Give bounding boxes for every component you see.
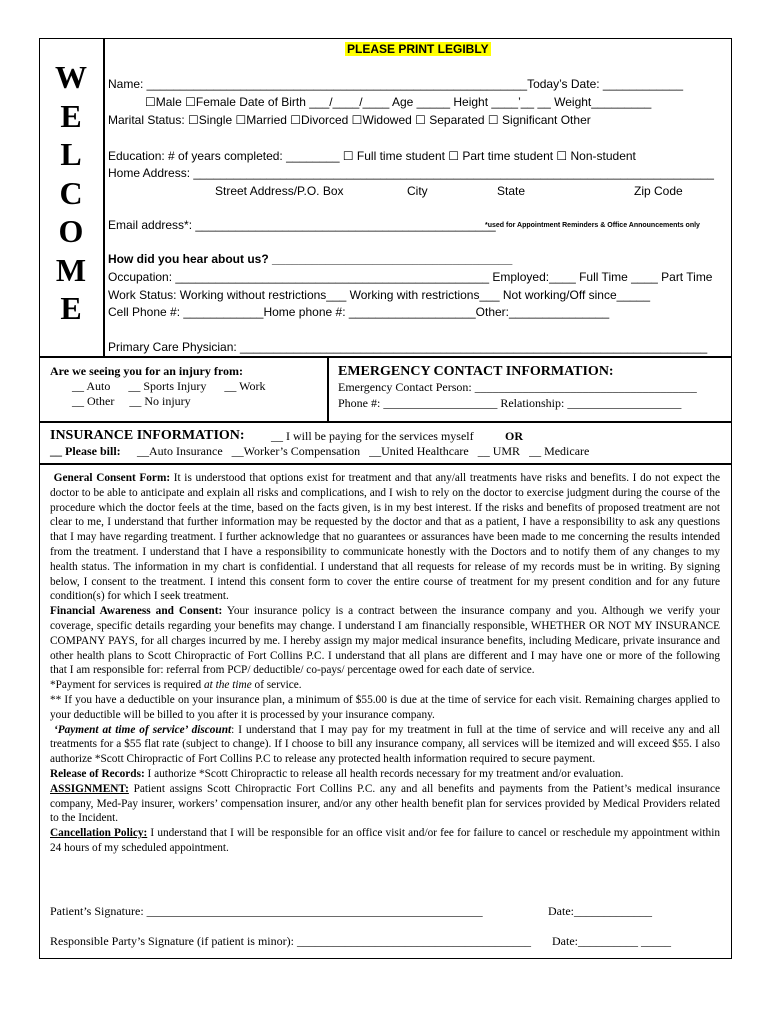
name-field[interactable]: Name: _________________________________________________________Today’s Date: ____________ xyxy=(108,77,683,91)
home-address-field[interactable]: Home Address: ______________________________________________________________________________ xyxy=(108,166,714,180)
cancellation-policy: Cancellation Policy: I understand that I will be responsible for an office visit and/or fee for failure to cancel or reschedule my appointment within 24 hours of my scheduled appointment. xyxy=(50,827,720,854)
injury-options-row1[interactable]: __ Auto __ Sports Injury __ Work xyxy=(72,379,266,393)
address-label-city: City xyxy=(407,184,428,198)
financial-consent: Financial Awareness and Consent: Your insurance policy is a contract between the insurance company and you. Although we verify your coverage, specific details regarding your benefits may change. I understand I am financially responsible, WHETHER OR NOT MY INSURANCE COMPANY PAYS, for all charges incurred by me. I hereby assign my major medical insurance benefits, including Medicare, private insurance and other health plans to Scott Chiropractic of Fort Collins P.C. I understand that all plans are different and I may have one or more of the following that I am responsible for: referral from PCP/ deductible/ co-pays/ percentage owed for each date of service. xyxy=(50,605,720,677)
patient-signature-date[interactable]: Date:_____________ xyxy=(548,904,652,918)
legal-text xyxy=(50,471,720,856)
email-note: *used for Appointment Reminders & Office Announcements only xyxy=(485,222,700,229)
welcome-banner xyxy=(48,58,94,328)
injury-title: Are we seeing you for an injury from: xyxy=(50,364,243,378)
or-label: OR xyxy=(505,429,523,443)
welcome-letter: W xyxy=(55,59,87,95)
marital-status-field[interactable]: Marital Status: ☐Single ☐Married ☐Divorced ☐Widowed ☐ Separated ☐ Significant Other xyxy=(108,113,591,127)
referral-field[interactable]: How did you hear about us? ____________________________________ xyxy=(108,252,513,266)
welcome-letter: C xyxy=(59,174,83,211)
welcome-letter: M xyxy=(55,251,87,288)
print-legibly-notice: PLEASE PRINT LEGIBLY xyxy=(347,42,489,56)
work-status-field[interactable]: Work Status: Working without restrictions___ Working with restrictions___ Not working/Off since_____ xyxy=(108,288,651,302)
emergency-phone-field[interactable]: Phone #: ___________________ Relationship: ___________________ xyxy=(338,396,682,410)
responsible-party-date[interactable]: Date:__________ _____ xyxy=(552,934,671,948)
emergency-contact-field[interactable]: Emergency Contact Person: _____________________________________ xyxy=(338,380,697,394)
education-field[interactable]: Education: # of years completed: ________ ☐ Full time student ☐ Part time student ☐ Non-student xyxy=(108,149,636,163)
emergency-title: EMERGENCY CONTACT INFORMATION: xyxy=(338,364,614,379)
occupation-field[interactable]: Occupation: _______________________________________________ Employed:____ Full Time ____ Part Time xyxy=(108,270,713,284)
insurance-title: INSURANCE INFORMATION: xyxy=(50,428,245,443)
deductible-note: ** If you have a deductible on your insurance plan, a minimum of $55.00 is due at the time of service for each visit. Remaining charges applied to your deductible will be billed to you after it is processed by your insurance company. xyxy=(50,693,720,721)
welcome-letter: E xyxy=(60,97,82,134)
primary-care-physician-field[interactable]: Primary Care Physician: ______________________________________________________________________ xyxy=(108,340,708,354)
phone-field[interactable]: Cell Phone #: ____________Home phone #: ___________________Other:_______________ xyxy=(108,305,610,319)
please-bill-label: __ Please bill: xyxy=(50,444,121,458)
section-divider xyxy=(39,356,732,358)
injury-emergency-divider xyxy=(327,356,329,421)
section-divider xyxy=(39,421,732,423)
patient-signature-field[interactable]: Patient’s Signature: ________________________________________________________ xyxy=(50,904,483,918)
bill-options[interactable]: __Auto Insurance __Worker’s Compensation __United Healthcare __ UMR __ Medicare xyxy=(137,444,590,458)
injury-options-row2[interactable]: __ Other __ No injury xyxy=(72,394,191,408)
release-records: Release of Records: I authorize *Scott Chiropractic to release all health records necessary for my treatment and/or evaluation. xyxy=(50,767,624,780)
responsible-party-signature-field[interactable]: Responsible Party’s Signature (if patient is minor): _______________________________________ xyxy=(50,934,531,948)
welcome-letter: O xyxy=(58,213,84,249)
general-consent: General Consent Form: It is understood that options exist for treatment and that any/all treatments have risks and benefits. I do not expect the doctor to be able to anticipate and explain all risks and complications, and I wish to rely on the doctor to exercise judgment during the course of the procedure which the doctor feels at the time, based on the facts given, is in my best interest. If the risks and benefits of proposed treatment are not clear to me, I understand that further information may be requested by the doctor and that as a patient, I have a responsibility to ask any questions that I may have regarding treatment. I further acknowledge that no guarantees or assurances have been made to me concerning the results intended from the treatment. I understand that I have a responsibility to communicate honestly with the Doctors and to notify them of any changes to my health status. The information in my chart is confidential. I understand that all requests for release of my records must be in writing. By signing below, I consent to the treatment. I intend this consent form to cover the entire course of treatment for my present condition and for any future condition(s) for which I seek treatment. xyxy=(50,472,721,603)
email-field[interactable]: Email address*: _____________________________________________ xyxy=(108,218,496,232)
discount-note: ‘Payment at time of service’ discount: I understand that I may pay for my treatment in full at the time of service and will receive any and all treatments for a $55 flat rate (subject to change). If I choose to bill any insurance company, all services will be itemized and will exceed $55. I also authorize *Scott Chiropractic of Fort Collins P.C to release any protected health information required to secure payment. xyxy=(50,723,721,766)
assignment: ASSIGNMENT: Patient assigns Scott Chiropractic Fort Collins P.C. any and all benefits and payments from the Patient’s medical insurance company, Med-Pay insurer, workers’ compensation insurer, and/or any other health benefit plan for services provided by Medical Providers related to the Incident. xyxy=(50,782,720,825)
welcome-letter: L xyxy=(60,136,82,172)
payment-note: *Payment for services is required at the time of service. xyxy=(50,679,302,692)
address-label-zip: Zip Code xyxy=(634,184,683,198)
sex-dob-field[interactable]: ☐Male ☐Female Date of Birth ___/____/____ Age _____ Height ____’__ __ Weight_________ xyxy=(145,95,652,109)
section-divider xyxy=(39,463,732,465)
self-pay-option[interactable]: __ I will be paying for the services myself xyxy=(271,429,474,443)
welcome-letter: E xyxy=(60,290,82,326)
welcome-divider xyxy=(103,38,105,356)
address-label-street: Street Address/P.O. Box xyxy=(215,184,344,198)
address-label-state: State xyxy=(497,184,526,198)
